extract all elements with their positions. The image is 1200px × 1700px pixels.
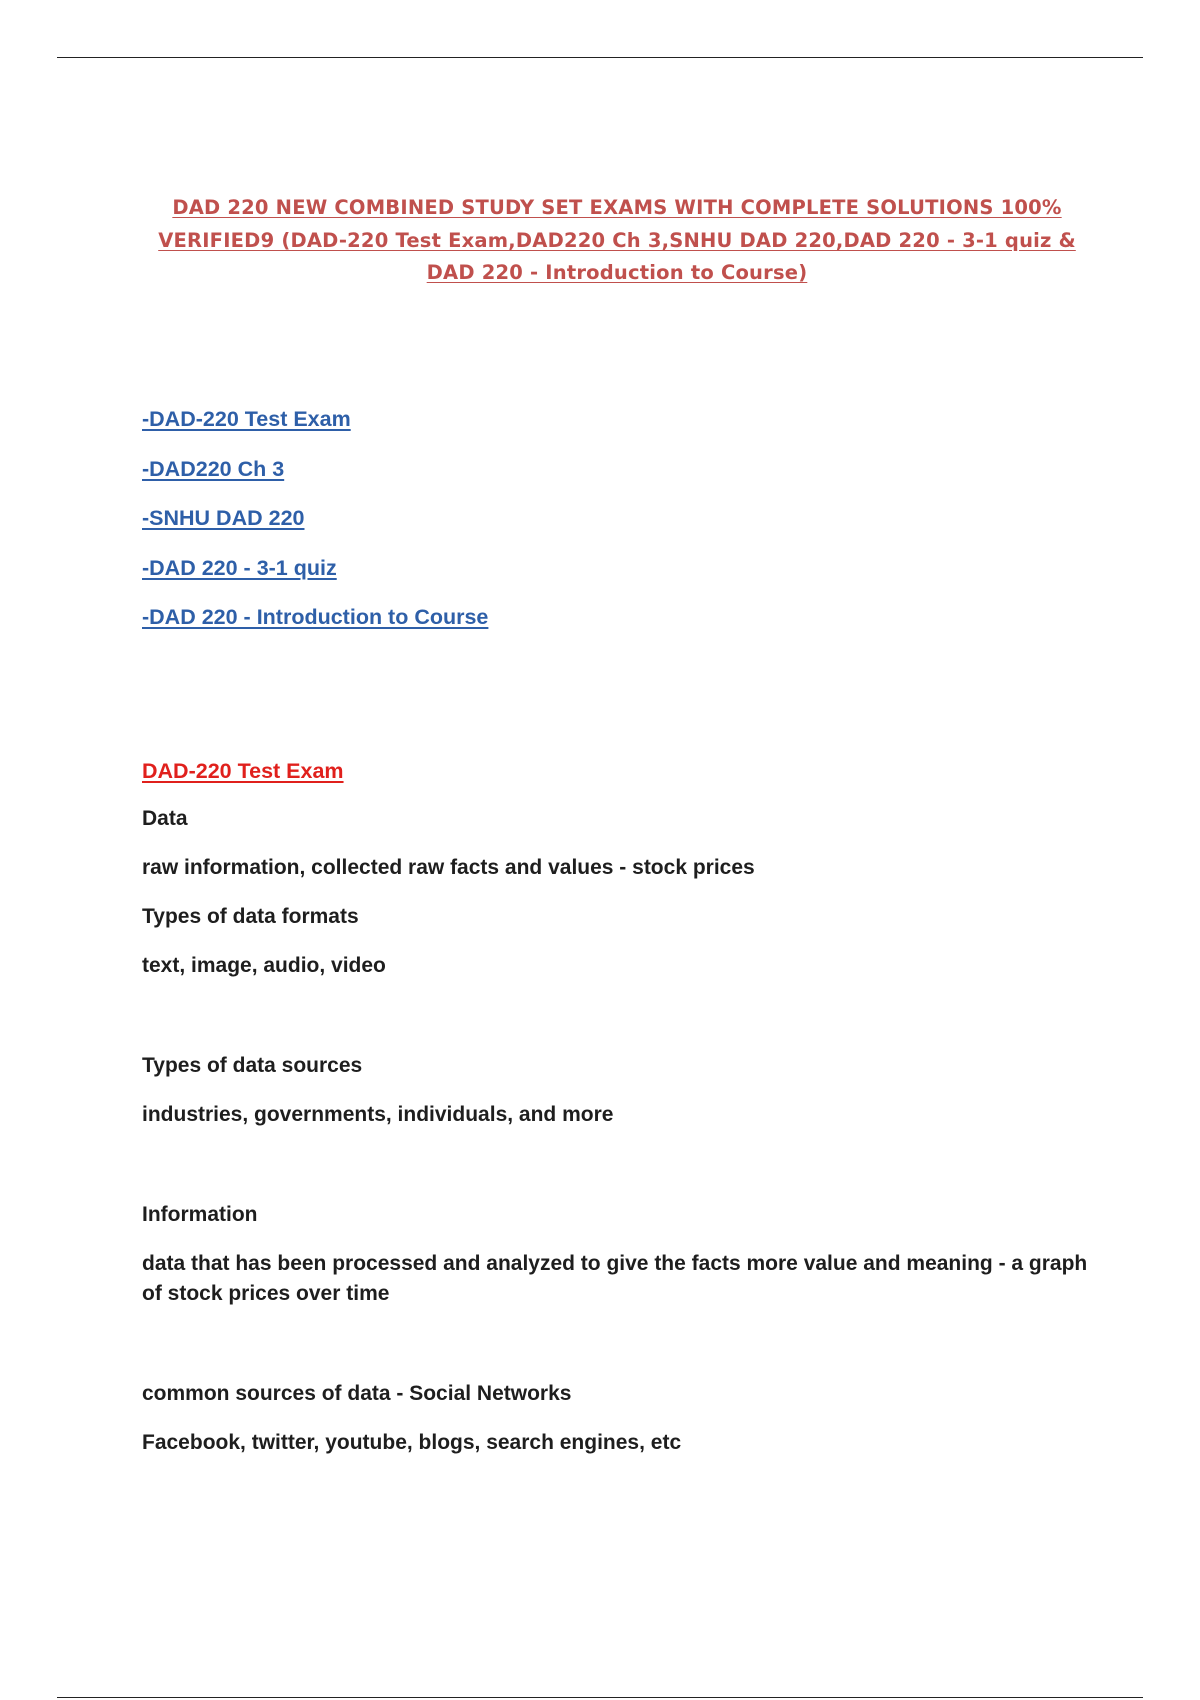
definition-data-formats: text, image, audio, video xyxy=(142,954,386,977)
document-title xyxy=(150,192,1084,290)
toc-item xyxy=(142,553,488,603)
term-data-sources: Types of data sources xyxy=(142,1054,363,1077)
toc-link-intro[interactable]: -DAD 220 - Introduction to Course xyxy=(142,605,489,629)
toc-item xyxy=(142,602,488,652)
toc-link-test-exam[interactable]: -DAD-220 Test Exam xyxy=(142,407,351,431)
toc-link-ch3[interactable]: -DAD220 Ch 3 xyxy=(142,456,285,481)
title-line-1: DAD 220 NEW COMBINED STUDY SET EXAMS WITH COMPLETE SOLUTIONS 100% xyxy=(172,196,1062,219)
definition-information: data that has been processed and analyzed to give the facts more value and meaning - a graph of stock prices over time xyxy=(142,1252,1088,1305)
table-of-contents xyxy=(142,404,488,652)
title-line-3: DAD 220 - Introduction to Course) xyxy=(426,261,808,284)
title-line-2: VERIFIED9 (DAD-220 Test Exam,DAD220 Ch 3,SNHU DAD 220,DAD 220 - 3-1 quiz & xyxy=(158,228,1076,252)
term-data-formats: Types of data formats xyxy=(142,905,359,928)
definition-data: raw information, collected raw facts and values - stock prices xyxy=(142,856,755,879)
toc-item xyxy=(142,404,488,454)
definition-data-sources: industries, governments, individuals, and more xyxy=(142,1103,614,1126)
top-rule xyxy=(57,57,1143,58)
toc-link-snhu[interactable]: -SNHU DAD 220 xyxy=(142,506,305,530)
toc-item xyxy=(142,454,488,504)
bottom-rule xyxy=(57,1697,1143,1698)
term-information: Information xyxy=(142,1203,258,1226)
term-social-networks: common sources of data - Social Networks xyxy=(142,1382,572,1405)
toc-item xyxy=(142,503,488,553)
toc-link-quiz[interactable]: -DAD 220 - 3-1 quiz xyxy=(142,555,337,580)
definition-social-networks: Facebook, twitter, youtube, blogs, search engines, etc xyxy=(142,1431,682,1454)
section-title: DAD-220 Test Exam xyxy=(142,759,344,783)
section-test-exam xyxy=(142,756,1102,1477)
term-data: Data xyxy=(142,807,188,830)
